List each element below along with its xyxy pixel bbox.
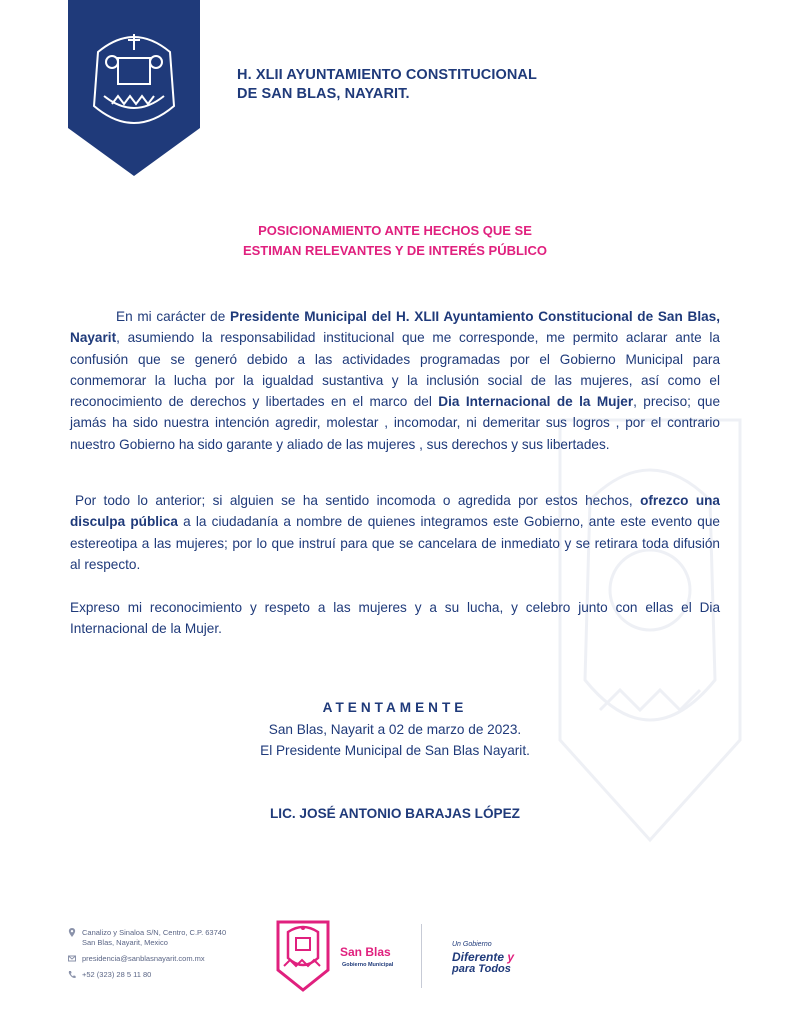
paragraph-statement: En mi carácter de Presidente Municipal del H. XLII Ayuntamiento Constitucional de San Blas, Nayarit, asumiendo la responsabilidad institucional que me corresponde, me permito aclarar ante la confusión que se generó debido a las actividades programadas por el Gobierno Municipal para conmemorar la lucha por la igualdad sustantiva y la inclusión social de las mujeres, así como el reconocimiento de derechos y libertades en el marco del Dia Internacional de la Mujer, preciso; que jamás ha sido nuestra intención agredir, molestar , incomodar, ni demeritar sus logros , por el contrario nuestro Gobierno ha sido garante y aliado de las mujeres , sus derechos y sus libertades. bbox=[70, 309, 720, 452]
document-title-line-2: ESTIMAN RELEVANTES Y DE INTERÉS PÚBLICO bbox=[242, 243, 548, 258]
slogan-line-3: para Todos bbox=[452, 963, 511, 975]
brand-subtitle: Gobierno Municipal bbox=[342, 962, 394, 968]
phone-icon bbox=[68, 970, 76, 979]
location-pin-icon bbox=[68, 928, 76, 937]
closing-place-date: San Blas, Nayarit a 02 de marzo de 2023. bbox=[268, 722, 522, 737]
slogan-line-2: Diferente y bbox=[452, 950, 515, 964]
footer-phone bbox=[68, 970, 226, 980]
municipal-shield-logo bbox=[68, 0, 200, 176]
footer-address bbox=[68, 928, 226, 948]
footer-divider bbox=[421, 924, 422, 988]
document-title bbox=[0, 221, 790, 261]
address-line-1: Canalizo y Sinaloa S/N, Centro, C.P. 63740 bbox=[82, 928, 227, 937]
address-line-2: San Blas, Nayarit, Mexico bbox=[82, 938, 168, 947]
email-address[interactable]: presidencia@sanblasnayarit.com.mx bbox=[82, 954, 205, 963]
footer-contact-info bbox=[68, 928, 226, 986]
san-blas-colorful-logo bbox=[272, 918, 334, 992]
envelope-icon bbox=[68, 954, 76, 963]
signer-role: El Presidente Municipal de San Blas Nayarit. bbox=[260, 743, 530, 758]
slogan-line-1: Un Gobierno bbox=[452, 941, 492, 948]
closing-atentamente: ATENTAMENTE bbox=[322, 700, 468, 715]
paragraph-apology: Por todo lo anterior; si alguien se ha sentido incomoda o agredida por estos hechos, ofrezco una disculpa pública a la ciudadanía a nombre de quienes integramos este Gobierno, ante este evento que estereotipa a las mujeres; por lo que instruí para que se cancelara de inmediato y se retirara toda difusión al respecto. bbox=[70, 493, 720, 572]
footer-email bbox=[68, 954, 226, 964]
phone-number: +52 (323) 28 5 11 80 bbox=[82, 970, 152, 979]
institution-heading bbox=[237, 66, 537, 104]
institution-line-2: DE SAN BLAS, NAYARIT. bbox=[237, 86, 410, 102]
brand-name: San Blas bbox=[340, 945, 391, 959]
paragraph-recognition: Expreso mi reconocimiento y respeto a las mujeres y a su lucha, y celebro junto con ellas el Dia Internacional de la Mujer. bbox=[70, 600, 720, 637]
document-title-line-1: POSICIONAMIENTO ANTE HECHOS QUE SE bbox=[258, 223, 532, 238]
institution-line-1: H. XLII AYUNTAMIENTO CONSTITUCIONAL bbox=[237, 67, 537, 83]
signer-name: LIC. JOSÉ ANTONIO BARAJAS LÓPEZ bbox=[269, 806, 520, 821]
